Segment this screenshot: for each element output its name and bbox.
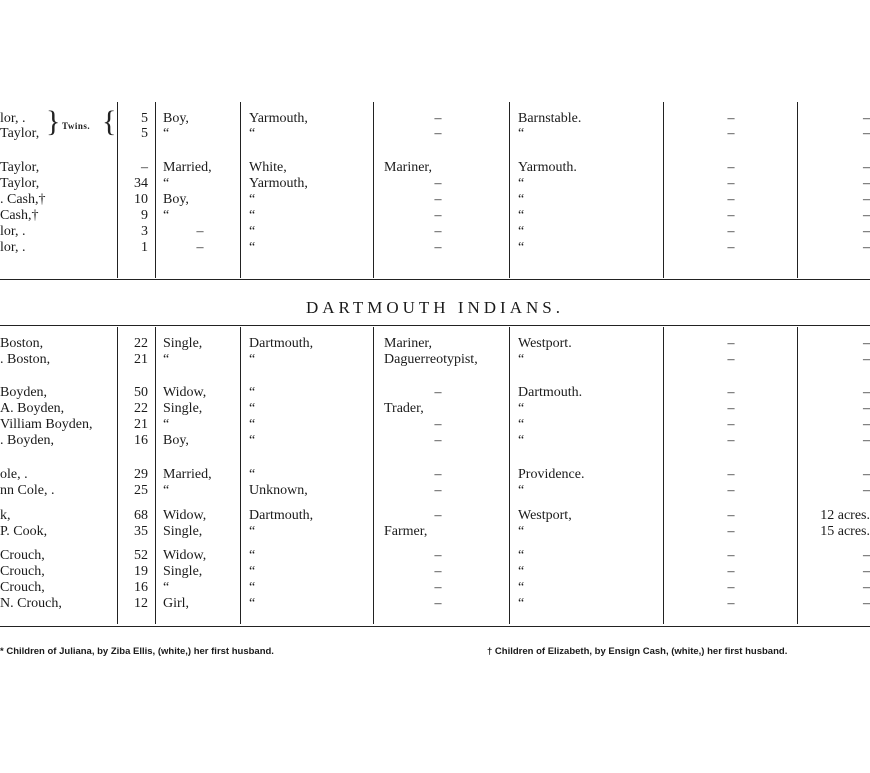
- bottom-cell-name: Villiam Boyden,: [0, 417, 93, 432]
- bottom-cell-status: Single,: [163, 336, 203, 351]
- top-cell-status: Boy,: [163, 111, 189, 126]
- bottom-cell-c8: –: [863, 580, 870, 595]
- bottom-cell-age: 35: [134, 524, 148, 539]
- bottom-cell-status: “: [163, 580, 170, 595]
- bottom-cell-status: Single,: [163, 401, 203, 416]
- top-cell-age: 34: [134, 176, 148, 191]
- bottom-cell-birthplace: “: [249, 417, 256, 432]
- bottom-cell-age: 22: [134, 401, 148, 416]
- bottom-cell-age: 50: [134, 385, 148, 400]
- bottom-cell-birthplace: “: [249, 564, 256, 579]
- bottom-cell-occupation: –: [434, 385, 442, 400]
- bottom-cell-c8: –: [863, 385, 870, 400]
- top-cell-name: lor, .: [0, 240, 26, 255]
- bottom-cell-birthplace: “: [249, 401, 256, 416]
- top-cell-occupation: –: [434, 111, 442, 126]
- top-cell-residence: Barnstable.: [518, 111, 582, 126]
- top-column-rule: [373, 102, 374, 278]
- bottom-cell-age: 21: [134, 417, 148, 432]
- bottom-cell-name: . Boston,: [0, 352, 51, 367]
- top-cell-c7: –: [727, 240, 735, 255]
- top-cell-residence: “: [518, 176, 525, 191]
- bottom-cell-occupation: –: [434, 483, 442, 498]
- top-cell-residence: “: [518, 224, 525, 239]
- bottom-cell-residence: Westport,: [518, 508, 572, 523]
- bottom-column-rule: [509, 327, 510, 624]
- top-cell-c8: –: [863, 208, 870, 223]
- bottom-cell-c8: –: [863, 467, 870, 482]
- bottom-cell-birthplace: Dartmouth,: [249, 336, 314, 351]
- top-cell-occupation: –: [434, 208, 442, 223]
- bottom-cell-status: Married,: [163, 467, 212, 482]
- bottom-cell-name: Boyden,: [0, 385, 48, 400]
- twins-bracket-left: }: [46, 105, 61, 138]
- bottom-cell-c7: –: [727, 467, 735, 482]
- bottom-cell-status: “: [163, 417, 170, 432]
- bottom-cell-name: Crouch,: [0, 564, 45, 579]
- top-cell-age: 1: [141, 240, 148, 255]
- top-cell-c7: –: [727, 126, 735, 141]
- top-column-rule: [155, 102, 156, 278]
- section-divider-top: [0, 279, 870, 280]
- top-cell-status: “: [163, 176, 170, 191]
- bottom-cell-occupation: –: [434, 580, 442, 595]
- top-cell-occupation: –: [434, 240, 442, 255]
- bottom-cell-residence: “: [518, 596, 525, 611]
- top-cell-c8: –: [863, 240, 870, 255]
- bottom-cell-name: A. Boyden,: [0, 401, 65, 416]
- bottom-cell-c7: –: [727, 548, 735, 563]
- bottom-cell-age: 16: [134, 433, 148, 448]
- bottom-cell-age: 68: [134, 508, 148, 523]
- bottom-cell-residence: “: [518, 433, 525, 448]
- bottom-cell-c7: –: [727, 524, 735, 539]
- top-cell-status: Married,: [163, 160, 212, 175]
- section-title: DARTMOUTH INDIANS.: [306, 298, 564, 317]
- bottom-cell-age: 21: [134, 352, 148, 367]
- bottom-cell-c8: –: [863, 401, 870, 416]
- top-cell-c7: –: [727, 160, 735, 175]
- bottom-cell-c8: –: [863, 336, 870, 351]
- bottom-cell-occupation: –: [434, 564, 442, 579]
- top-cell-occupation: Mariner,: [384, 160, 433, 175]
- bottom-cell-residence: “: [518, 483, 525, 498]
- bottom-cell-age: 16: [134, 580, 148, 595]
- bottom-cell-residence: Providence.: [518, 467, 585, 482]
- bottom-cell-c8: 12 acres.: [820, 508, 870, 523]
- bottom-cell-occupation: Daguerreotypist,: [384, 352, 478, 367]
- top-cell-occupation: –: [434, 224, 442, 239]
- top-cell-name: Taylor,: [0, 176, 40, 191]
- section-divider-bottom: [0, 325, 870, 326]
- bottom-cell-birthplace: Unknown,: [249, 483, 308, 498]
- bottom-cell-c7: –: [727, 508, 735, 523]
- bottom-cell-name: . Boyden,: [0, 433, 55, 448]
- bottom-cell-name: ole, .: [0, 467, 28, 482]
- top-cell-age: 5: [141, 126, 148, 141]
- top-cell-name: Cash,†: [0, 208, 39, 223]
- bottom-cell-c8: –: [863, 483, 870, 498]
- top-cell-c7: –: [727, 176, 735, 191]
- bottom-cell-residence: Dartmouth.: [518, 385, 583, 400]
- top-cell-age: –: [141, 160, 148, 175]
- top-cell-name: Taylor,: [0, 160, 40, 175]
- top-cell-age: 9: [141, 208, 148, 223]
- bottom-cell-residence: “: [518, 564, 525, 579]
- bottom-cell-name: Crouch,: [0, 548, 45, 563]
- top-cell-c8: –: [863, 126, 870, 141]
- bottom-cell-occupation: –: [434, 417, 442, 432]
- bottom-column-rule: [155, 327, 156, 624]
- bottom-cell-status: Boy,: [163, 433, 189, 448]
- top-cell-occupation: –: [434, 176, 442, 191]
- bottom-cell-c7: –: [727, 352, 735, 367]
- top-cell-birthplace: “: [249, 224, 256, 239]
- bottom-cell-c7: –: [727, 564, 735, 579]
- bottom-cell-c8: –: [863, 596, 870, 611]
- bottom-cell-birthplace: “: [249, 352, 256, 367]
- top-cell-residence: “: [518, 240, 525, 255]
- bottom-cell-c7: –: [727, 417, 735, 432]
- bottom-cell-occupation: –: [434, 596, 442, 611]
- top-cell-residence: “: [518, 208, 525, 223]
- bottom-cell-occupation: –: [434, 433, 442, 448]
- top-cell-status: “: [163, 126, 170, 141]
- bottom-cell-residence: “: [518, 401, 525, 416]
- top-cell-occupation: –: [434, 192, 442, 207]
- top-column-rule: [509, 102, 510, 278]
- top-cell-c8: –: [863, 176, 870, 191]
- bottom-cell-age: 29: [134, 467, 148, 482]
- bottom-cell-birthplace: “: [249, 580, 256, 595]
- bottom-cell-status: Single,: [163, 524, 203, 539]
- top-column-rule: [240, 102, 241, 278]
- top-column-rule: [663, 102, 664, 278]
- top-cell-c8: –: [863, 224, 870, 239]
- bottom-cell-c7: –: [727, 483, 735, 498]
- bottom-cell-birthplace: Dartmouth,: [249, 508, 314, 523]
- top-cell-age: 3: [141, 224, 148, 239]
- bottom-cell-name: Crouch,: [0, 580, 45, 595]
- bottom-cell-status: Widow,: [163, 508, 207, 523]
- bottom-cell-age: 19: [134, 564, 148, 579]
- bottom-cell-birthplace: “: [249, 548, 256, 563]
- top-cell-name: lor, .: [0, 224, 26, 239]
- bottom-cell-age: 52: [134, 548, 148, 563]
- bottom-cell-name: N. Crouch,: [0, 596, 62, 611]
- bottom-cell-occupation: Farmer,: [384, 524, 428, 539]
- top-cell-name: Taylor,: [0, 126, 40, 141]
- top-cell-residence: Yarmouth.: [518, 160, 577, 175]
- bottom-column-rule: [240, 327, 241, 624]
- bottom-cell-residence: “: [518, 352, 525, 367]
- table-bottom-rule: [0, 626, 870, 627]
- bottom-cell-age: 12: [134, 596, 148, 611]
- bottom-cell-c8: –: [863, 352, 870, 367]
- bottom-cell-c7: –: [727, 401, 735, 416]
- bottom-cell-status: “: [163, 483, 170, 498]
- top-cell-status: –: [196, 240, 204, 255]
- bottom-cell-name: Boston,: [0, 336, 44, 351]
- bottom-cell-residence: “: [518, 524, 525, 539]
- bottom-cell-c7: –: [727, 385, 735, 400]
- top-cell-birthplace: “: [249, 192, 256, 207]
- top-cell-c7: –: [727, 224, 735, 239]
- top-cell-birthplace: “: [249, 126, 256, 141]
- bottom-cell-c8: –: [863, 564, 870, 579]
- bottom-cell-c8: –: [863, 548, 870, 563]
- bottom-cell-name: k,: [0, 508, 11, 523]
- footnote-elizabeth: † Children of Elizabeth, by Ensign Cash, (white,) her first husband.: [487, 646, 788, 657]
- top-cell-status: Boy,: [163, 192, 189, 207]
- top-cell-birthplace: “: [249, 240, 256, 255]
- bottom-cell-birthplace: “: [249, 385, 256, 400]
- bottom-cell-birthplace: “: [249, 433, 256, 448]
- bottom-cell-c8: –: [863, 433, 870, 448]
- twins-bracket-right: {: [102, 105, 117, 138]
- bottom-cell-status: Girl,: [163, 596, 190, 611]
- top-cell-age: 5: [141, 111, 148, 126]
- bottom-cell-occupation: Trader,: [384, 401, 424, 416]
- bottom-cell-age: 22: [134, 336, 148, 351]
- top-cell-name: lor, .: [0, 111, 26, 126]
- footnote-juliana: * Children of Juliana, by Ziba Ellis, (white,) her first husband.: [0, 646, 274, 657]
- bottom-cell-occupation: –: [434, 548, 442, 563]
- top-cell-c7: –: [727, 192, 735, 207]
- twins-label: Twins.: [62, 121, 91, 131]
- top-cell-c7: –: [727, 111, 735, 126]
- bottom-cell-birthplace: “: [249, 524, 256, 539]
- top-cell-c8: –: [863, 111, 870, 126]
- bottom-cell-c7: –: [727, 580, 735, 595]
- bottom-cell-name: nn Cole, .: [0, 483, 55, 498]
- top-cell-status: –: [196, 224, 204, 239]
- top-cell-occupation: –: [434, 126, 442, 141]
- bottom-cell-c7: –: [727, 596, 735, 611]
- bottom-cell-birthplace: “: [249, 467, 256, 482]
- top-cell-age: 10: [134, 192, 148, 207]
- top-cell-c8: –: [863, 192, 870, 207]
- bottom-column-rule: [797, 327, 798, 624]
- bottom-column-rule: [373, 327, 374, 624]
- top-cell-c8: –: [863, 160, 870, 175]
- bottom-cell-birthplace: “: [249, 596, 256, 611]
- top-cell-name: . Cash,†: [0, 192, 46, 207]
- top-cell-birthplace: White,: [249, 160, 287, 175]
- bottom-cell-residence: “: [518, 580, 525, 595]
- bottom-cell-status: “: [163, 352, 170, 367]
- top-cell-residence: “: [518, 126, 525, 141]
- bottom-cell-c8: 15 acres.: [820, 524, 870, 539]
- bottom-cell-status: Widow,: [163, 385, 207, 400]
- bottom-cell-c7: –: [727, 336, 735, 351]
- bottom-cell-c8: –: [863, 417, 870, 432]
- bottom-cell-residence: “: [518, 417, 525, 432]
- bottom-cell-occupation: –: [434, 508, 442, 523]
- bottom-cell-age: 25: [134, 483, 148, 498]
- top-cell-residence: “: [518, 192, 525, 207]
- bottom-cell-occupation: –: [434, 467, 442, 482]
- top-cell-birthplace: Yarmouth,: [249, 111, 308, 126]
- bottom-cell-status: Widow,: [163, 548, 207, 563]
- top-cell-birthplace: “: [249, 208, 256, 223]
- top-cell-status: “: [163, 208, 170, 223]
- top-cell-c7: –: [727, 208, 735, 223]
- top-column-rule: [797, 102, 798, 278]
- bottom-cell-occupation: Mariner,: [384, 336, 433, 351]
- top-cell-birthplace: Yarmouth,: [249, 176, 308, 191]
- bottom-column-rule: [663, 327, 664, 624]
- bottom-cell-residence: “: [518, 548, 525, 563]
- bottom-cell-name: P. Cook,: [0, 524, 48, 539]
- bottom-cell-residence: Westport.: [518, 336, 572, 351]
- bottom-cell-c7: –: [727, 433, 735, 448]
- bottom-cell-status: Single,: [163, 564, 203, 579]
